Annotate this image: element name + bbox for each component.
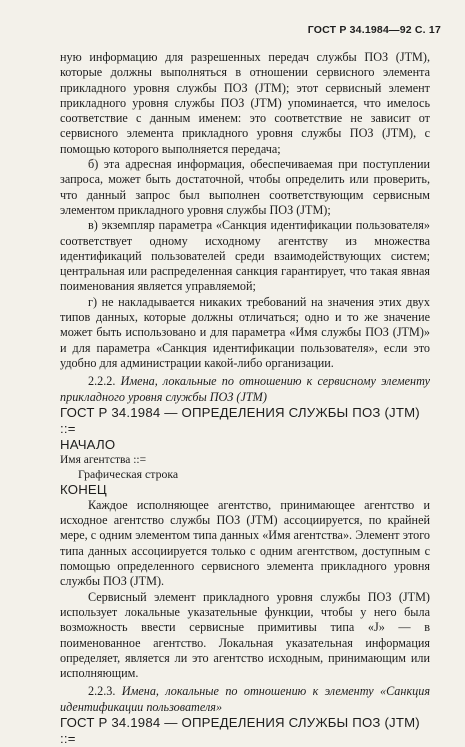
section-number: 2.2.3. <box>88 684 116 699</box>
definition-line: НАЧАЛО <box>60 436 116 452</box>
paragraph: б) эта адресная информация, обеспечиваемая при поступлении запроса, может быть достаточной, чтобы определить или проверить, что данный запрос был выполнен соответствующим сервисным элементом прикладного уровня службы ПОЗ (JTM); <box>60 157 430 217</box>
section-heading <box>60 684 430 715</box>
section-number: 2.2.2. <box>88 374 116 389</box>
definition-line: Имя агентства ::= <box>60 453 147 466</box>
section-title: Имена, локальные по отношению к элементу «Санкция идентификации пользователя» <box>60 684 430 714</box>
paragraph: в) экземпляр параметра «Санкция идентификации пользователя» соответствует одному исходному агентству из множества идентификаций пользователей среди взаимодействующих систем; центральная или распределенная санкция гарантирует, что такая явная поименования является управляемой; <box>60 218 430 294</box>
definition-line: ГОСТ Р 34.1984 — ОПРЕДЕЛЕНИЯ СЛУЖБЫ ПОЗ (JTM) ::= <box>60 404 420 436</box>
definition-line: Графическая строка <box>78 466 179 481</box>
paragraph: Каждое исполняющее агентство, принимающее агентство и исходное агентство службы ПОЗ (JTM) ассоциируется, по крайней мере, с одним элементом типа данных «Имя агентства». Элемент этого типа данных ассоциируется только с одним агентством, доступным с помощью определенного сервисного элемента прикладного уровня службы ПОЗ (JTM). <box>60 497 430 589</box>
definition-line: КОНЕЦ <box>60 481 107 497</box>
section-heading <box>60 374 430 405</box>
paragraph: Сервисный элемент прикладного уровня службы ПОЗ (JTM) использует локальные указательные функции, чтобы у него была возможность ввести сервисные примитивы типа «J» — в поименованное агентство. Локальная указательная информация определяет, является ли это агентство исходным, принимающим или исполняющим. <box>60 589 430 681</box>
page-header: ГОСТ Р 34.1984—92 С. 17 <box>307 24 441 36</box>
section-title: Имена, локальные по отношению к сервисному элементу прикладного уровня службы ПОЗ (JTM) <box>60 374 430 404</box>
document-body <box>60 50 430 747</box>
paragraph: ную информацию для разрешенных передач службы ПОЗ (JTM), которые должны выполняться в отношении сервисного элемента прикладного уровня службы ПОЗ (JTM); этот сервисный элемент прикладного уровня службы ПОЗ (JTM) упоминается, что имелось соответствие с данным именем: это соответствие не зависит от сервисного элемента прикладного уровня службы ПОЗ (JTM), с помощью которого выполняется передача; <box>60 50 430 156</box>
definition-line: ГОСТ Р 34.1984 — ОПРЕДЕЛЕНИЯ СЛУЖБЫ ПОЗ (JTM) ::= <box>60 714 420 746</box>
paragraph: г) не накладывается никаких требований на значения этих двух типов данных, которые должны отличаться; одно и то же значение может быть использовано и для параметра «Имя службы ПОЗ (JTM)» и для параметра «Санкция идентификации пользователя», если это удобно для администрации какой-либо организации. <box>60 294 430 370</box>
